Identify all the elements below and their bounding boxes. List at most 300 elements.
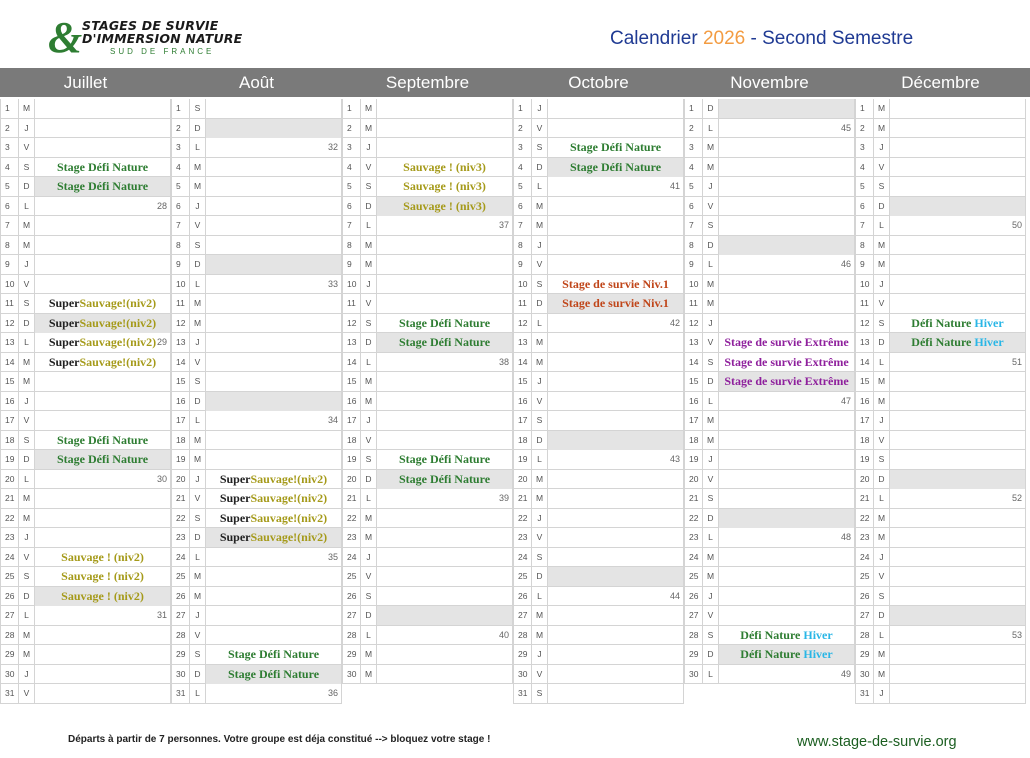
logo-line-3: SUD DE FRANCE [110, 47, 215, 56]
website-link[interactable]: www.stage-de-survie.org [797, 734, 957, 750]
day-letter: V [874, 158, 890, 177]
day-row[interactable] [171, 567, 342, 587]
day-row[interactable] [0, 665, 171, 685]
week-number: 50 [1011, 220, 1022, 230]
event-label[interactable] [719, 626, 854, 645]
day-row[interactable] [0, 645, 171, 665]
day-row[interactable] [171, 509, 342, 529]
day-row[interactable] [342, 665, 513, 685]
day-letter: M [703, 138, 719, 157]
day-row[interactable] [171, 450, 342, 470]
day-row[interactable] [513, 567, 684, 587]
event-cell [890, 489, 1026, 508]
event-label[interactable] [377, 158, 512, 177]
day-row[interactable] [855, 236, 1026, 256]
day-row[interactable] [513, 236, 684, 256]
event-text: Stage Défi Nature [56, 159, 149, 174]
day-row[interactable] [684, 587, 855, 607]
day-row[interactable] [855, 489, 1026, 509]
day-row[interactable] [171, 255, 342, 275]
day-row[interactable] [513, 216, 684, 236]
day-row[interactable] [342, 470, 513, 490]
day-row[interactable] [342, 333, 513, 353]
day-row[interactable] [342, 411, 513, 431]
month-column [513, 99, 684, 704]
day-row[interactable] [684, 450, 855, 470]
day-row[interactable] [855, 645, 1026, 665]
day-letter: L [874, 626, 890, 645]
event-text: Hiver [803, 647, 833, 661]
day-row[interactable] [342, 294, 513, 314]
day-letter: J [19, 119, 35, 138]
day-row[interactable] [855, 411, 1026, 431]
day-row[interactable] [0, 470, 171, 490]
day-row[interactable] [0, 489, 171, 509]
day-row[interactable] [855, 158, 1026, 178]
day-row[interactable] [684, 509, 855, 529]
event-cell [206, 255, 342, 274]
day-letter: M [361, 509, 377, 528]
day-letter: S [190, 236, 206, 255]
day-number: 8 [0, 236, 19, 255]
day-row[interactable] [0, 216, 171, 236]
day-row[interactable] [342, 606, 513, 626]
event-label[interactable] [719, 645, 854, 664]
day-letter: D [190, 665, 206, 684]
day-row[interactable] [855, 138, 1026, 158]
day-row[interactable] [684, 197, 855, 217]
event-text: Stage de survie Extrême [724, 335, 849, 349]
day-letter: V [532, 665, 548, 684]
day-number: 7 [684, 216, 703, 235]
day-row[interactable] [513, 294, 684, 314]
event-cell [206, 606, 342, 625]
day-row[interactable] [171, 294, 342, 314]
event-text: Super [48, 296, 80, 310]
day-row[interactable] [513, 275, 684, 295]
event-cell [35, 119, 171, 138]
day-row[interactable] [513, 333, 684, 353]
day-row[interactable] [513, 450, 684, 470]
event-cell [890, 548, 1026, 567]
day-letter: S [190, 509, 206, 528]
day-row[interactable] [513, 509, 684, 529]
event-cell [548, 99, 684, 118]
event-cell [377, 392, 513, 411]
day-row[interactable] [513, 626, 684, 646]
day-row[interactable] [0, 626, 171, 646]
day-row[interactable] [342, 626, 513, 646]
event-label[interactable] [206, 509, 341, 528]
day-row[interactable] [342, 255, 513, 275]
day-row[interactable] [684, 314, 855, 334]
day-letter: J [874, 684, 890, 703]
day-row[interactable] [513, 314, 684, 334]
event-label[interactable] [890, 314, 1025, 333]
day-row[interactable] [855, 431, 1026, 451]
event-text: Super [48, 335, 80, 349]
day-letter: D [874, 333, 890, 352]
event-label[interactable] [35, 294, 170, 313]
day-row[interactable] [342, 353, 513, 373]
day-row[interactable] [855, 177, 1026, 197]
event-label[interactable] [548, 158, 683, 177]
day-row[interactable] [171, 119, 342, 139]
day-row[interactable] [0, 275, 171, 295]
day-row[interactable] [0, 509, 171, 529]
day-letter: L [703, 255, 719, 274]
day-row[interactable] [855, 470, 1026, 490]
day-row[interactable] [513, 372, 684, 392]
event-label[interactable] [206, 470, 341, 489]
day-letter: J [19, 665, 35, 684]
day-row[interactable] [0, 567, 171, 587]
event-cell [377, 99, 513, 118]
day-row[interactable] [0, 99, 171, 119]
day-row[interactable] [684, 236, 855, 256]
day-row[interactable] [342, 158, 513, 178]
day-row[interactable] [171, 489, 342, 509]
day-row[interactable] [513, 99, 684, 119]
day-row[interactable] [684, 216, 855, 236]
event-label[interactable] [35, 158, 170, 177]
day-row[interactable] [342, 528, 513, 548]
event-cell [548, 450, 684, 469]
event-label[interactable] [35, 333, 170, 352]
day-letter: D [19, 314, 35, 333]
day-letter: L [19, 197, 35, 216]
event-cell [206, 236, 342, 255]
day-row[interactable] [171, 528, 342, 548]
day-row[interactable] [171, 138, 342, 158]
day-row[interactable] [342, 548, 513, 568]
event-text: Sauvage!(niv2) [250, 510, 328, 525]
day-row[interactable] [171, 684, 342, 704]
day-row[interactable] [342, 587, 513, 607]
day-row[interactable] [684, 255, 855, 275]
day-row[interactable] [171, 470, 342, 490]
event-label[interactable] [377, 333, 512, 352]
day-row[interactable] [513, 158, 684, 178]
event-label[interactable] [719, 353, 854, 372]
event-cell [377, 275, 513, 294]
event-label[interactable] [548, 138, 683, 157]
day-number: 28 [342, 626, 361, 645]
day-row[interactable] [0, 119, 171, 139]
day-row[interactable] [342, 392, 513, 412]
day-number: 14 [855, 353, 874, 372]
day-row[interactable] [0, 138, 171, 158]
day-row[interactable] [684, 606, 855, 626]
day-row[interactable] [855, 528, 1026, 548]
day-row[interactable] [684, 333, 855, 353]
day-row[interactable] [0, 372, 171, 392]
day-row[interactable] [684, 177, 855, 197]
day-row[interactable] [855, 684, 1026, 704]
event-text: Sauvage!(niv2) [79, 315, 157, 330]
event-label[interactable] [35, 314, 170, 333]
day-row[interactable] [684, 665, 855, 685]
day-row[interactable] [171, 99, 342, 119]
day-row[interactable] [0, 548, 171, 568]
event-label[interactable] [377, 314, 512, 333]
day-row[interactable] [0, 314, 171, 334]
day-row[interactable] [0, 431, 171, 451]
day-number: 15 [684, 372, 703, 391]
day-row[interactable] [513, 606, 684, 626]
day-row[interactable] [0, 606, 171, 626]
day-letter: D [19, 587, 35, 606]
day-row[interactable] [513, 645, 684, 665]
day-row[interactable] [0, 411, 171, 431]
day-row[interactable] [513, 255, 684, 275]
day-row[interactable] [855, 275, 1026, 295]
day-row[interactable] [855, 197, 1026, 217]
day-row[interactable] [171, 431, 342, 451]
day-row[interactable] [513, 392, 684, 412]
day-row[interactable] [855, 216, 1026, 236]
day-number: 11 [513, 294, 532, 313]
day-row[interactable] [342, 216, 513, 236]
day-row[interactable] [684, 528, 855, 548]
day-row[interactable] [855, 567, 1026, 587]
event-label[interactable] [548, 294, 683, 313]
day-row[interactable] [0, 255, 171, 275]
event-cell [206, 353, 342, 372]
day-row[interactable] [0, 392, 171, 412]
day-row[interactable] [171, 626, 342, 646]
day-row[interactable] [855, 665, 1026, 685]
day-row[interactable] [171, 197, 342, 217]
day-row[interactable] [855, 509, 1026, 529]
event-cell [35, 372, 171, 391]
day-row[interactable] [171, 645, 342, 665]
day-row[interactable] [855, 626, 1026, 646]
day-letter: M [361, 372, 377, 391]
day-row[interactable] [684, 548, 855, 568]
day-row[interactable] [171, 392, 342, 412]
event-cell [377, 665, 513, 684]
day-row[interactable] [171, 158, 342, 178]
day-row[interactable] [684, 119, 855, 139]
day-row[interactable] [0, 294, 171, 314]
day-row[interactable] [513, 119, 684, 139]
day-row[interactable] [342, 645, 513, 665]
event-label[interactable] [206, 645, 341, 664]
day-row[interactable] [0, 197, 171, 217]
day-row[interactable] [0, 528, 171, 548]
day-row[interactable] [855, 548, 1026, 568]
day-row[interactable] [684, 353, 855, 373]
event-cell [719, 333, 855, 352]
event-label[interactable] [35, 548, 170, 567]
event-label[interactable] [206, 528, 341, 547]
day-row[interactable] [342, 509, 513, 529]
event-label[interactable] [35, 177, 170, 196]
day-row[interactable] [342, 431, 513, 451]
day-row[interactable] [513, 528, 684, 548]
day-row[interactable] [171, 333, 342, 353]
event-label[interactable] [719, 372, 854, 391]
day-row[interactable] [513, 197, 684, 217]
day-row[interactable] [513, 353, 684, 373]
month-column [171, 99, 342, 704]
day-letter: L [190, 275, 206, 294]
day-row[interactable] [684, 645, 855, 665]
day-row[interactable] [855, 450, 1026, 470]
day-row[interactable] [855, 392, 1026, 412]
day-letter: M [19, 216, 35, 235]
event-cell [206, 567, 342, 586]
day-letter: D [703, 645, 719, 664]
day-letter: V [190, 626, 206, 645]
day-row[interactable] [171, 314, 342, 334]
day-row[interactable] [684, 138, 855, 158]
day-row[interactable] [171, 372, 342, 392]
day-number: 13 [342, 333, 361, 352]
event-text: Stage Défi Nature [56, 452, 149, 466]
day-row[interactable] [342, 119, 513, 139]
day-row[interactable] [0, 177, 171, 197]
day-row[interactable] [171, 275, 342, 295]
day-number: 17 [684, 411, 703, 430]
day-row[interactable] [171, 606, 342, 626]
event-cell [548, 333, 684, 352]
day-row[interactable] [342, 99, 513, 119]
event-label[interactable] [206, 665, 341, 684]
day-number: 3 [513, 138, 532, 157]
day-row[interactable] [855, 333, 1026, 353]
event-label[interactable] [719, 333, 854, 352]
day-number: 4 [513, 158, 532, 177]
day-row[interactable] [0, 587, 171, 607]
day-row[interactable] [855, 372, 1026, 392]
day-row[interactable] [684, 372, 855, 392]
day-row[interactable] [171, 411, 342, 431]
day-letter: M [532, 353, 548, 372]
day-row[interactable] [513, 177, 684, 197]
day-row[interactable] [513, 411, 684, 431]
day-row[interactable] [0, 353, 171, 373]
day-row[interactable] [0, 333, 171, 353]
event-cell [206, 197, 342, 216]
day-row[interactable] [684, 392, 855, 412]
day-row[interactable] [171, 216, 342, 236]
day-row[interactable] [684, 411, 855, 431]
event-label[interactable] [206, 489, 341, 508]
day-letter: D [703, 236, 719, 255]
day-row[interactable] [342, 275, 513, 295]
day-row[interactable] [684, 489, 855, 509]
day-letter: M [703, 548, 719, 567]
day-row[interactable] [684, 275, 855, 295]
event-label[interactable] [377, 450, 512, 469]
day-row[interactable] [171, 236, 342, 256]
day-letter: S [874, 587, 890, 606]
day-row[interactable] [855, 606, 1026, 626]
day-row[interactable] [513, 684, 684, 704]
day-row[interactable] [342, 372, 513, 392]
day-row[interactable] [684, 470, 855, 490]
day-row[interactable] [342, 567, 513, 587]
event-label[interactable] [35, 450, 170, 469]
day-row[interactable] [684, 431, 855, 451]
day-row[interactable] [171, 587, 342, 607]
event-label[interactable] [377, 470, 512, 489]
day-row[interactable] [513, 489, 684, 509]
day-number: 21 [342, 489, 361, 508]
day-row[interactable] [684, 158, 855, 178]
day-row[interactable] [513, 470, 684, 490]
day-row[interactable] [684, 567, 855, 587]
day-row[interactable] [684, 626, 855, 646]
day-row[interactable] [513, 431, 684, 451]
day-row[interactable] [855, 353, 1026, 373]
day-letter: J [703, 177, 719, 196]
day-number: 6 [171, 197, 190, 216]
day-row[interactable] [342, 197, 513, 217]
day-row[interactable] [342, 236, 513, 256]
day-row[interactable] [0, 158, 171, 178]
event-label[interactable] [35, 431, 170, 450]
event-label[interactable] [377, 197, 512, 216]
day-letter: M [532, 216, 548, 235]
day-row[interactable] [513, 138, 684, 158]
day-row[interactable] [171, 665, 342, 685]
event-label[interactable] [548, 275, 683, 294]
day-row[interactable] [342, 314, 513, 334]
day-row[interactable] [171, 353, 342, 373]
event-label[interactable] [377, 177, 512, 196]
event-label[interactable] [35, 567, 170, 586]
day-row[interactable] [855, 99, 1026, 119]
day-row[interactable] [855, 587, 1026, 607]
day-row[interactable] [513, 548, 684, 568]
day-row[interactable] [0, 236, 171, 256]
day-row[interactable] [342, 138, 513, 158]
event-label[interactable] [890, 333, 1025, 352]
event-label[interactable] [35, 353, 170, 372]
event-text: Sauvage ! (niv2) [61, 569, 144, 583]
day-row[interactable] [513, 587, 684, 607]
event-cell [719, 119, 855, 138]
day-row[interactable] [513, 665, 684, 685]
day-number: 26 [684, 587, 703, 606]
day-number: 13 [513, 333, 532, 352]
day-row[interactable] [855, 255, 1026, 275]
event-label[interactable] [35, 587, 170, 606]
day-number: 28 [855, 626, 874, 645]
day-row[interactable] [0, 684, 171, 704]
day-row[interactable] [171, 548, 342, 568]
day-row[interactable] [0, 450, 171, 470]
day-row[interactable] [171, 177, 342, 197]
event-cell [719, 255, 855, 274]
event-cell [890, 314, 1026, 333]
day-row[interactable] [855, 314, 1026, 334]
day-row[interactable] [342, 450, 513, 470]
day-row[interactable] [684, 294, 855, 314]
event-cell [548, 216, 684, 235]
day-row[interactable] [342, 489, 513, 509]
day-row[interactable] [855, 294, 1026, 314]
event-cell [890, 684, 1026, 703]
event-text: Super [219, 510, 251, 525]
day-row[interactable] [342, 177, 513, 197]
day-row[interactable] [855, 119, 1026, 139]
day-letter: M [190, 314, 206, 333]
day-row[interactable] [684, 99, 855, 119]
